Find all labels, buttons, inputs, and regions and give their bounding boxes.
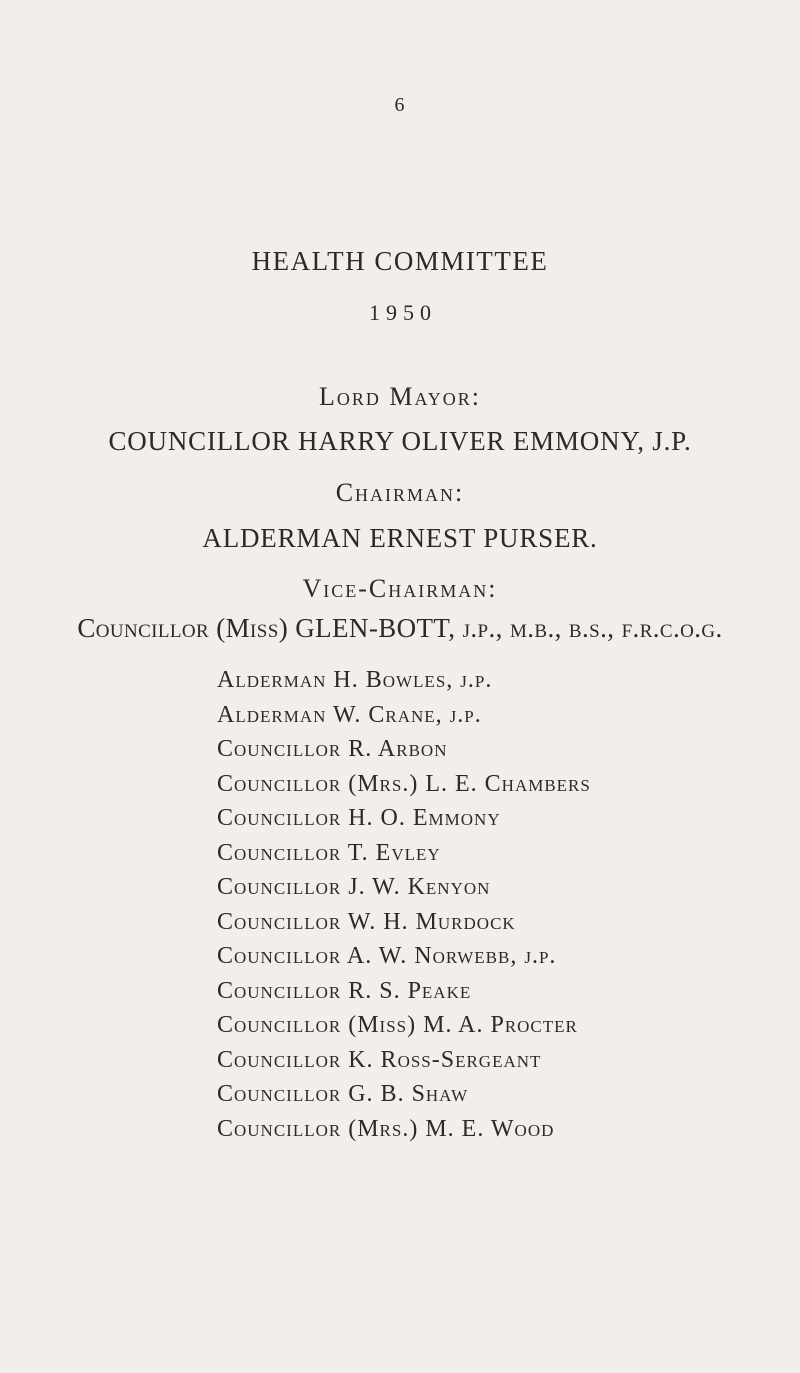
- member-item: Councillor J. W. Kenyon: [217, 874, 491, 900]
- member-item: Alderman W. Crane, j.p.: [217, 701, 482, 728]
- lord-mayor-label: Lord Mayor:: [318, 382, 482, 411]
- member-item: Councillor W. H. Murdock: [217, 908, 516, 935]
- member-item: Councillor A. W. Norwebb, j.p.: [217, 943, 557, 969]
- lord-mayor-name: COUNCILLOR HARRY OLIVER EMMONY, J.P.: [108, 426, 692, 456]
- member-item: Councillor (Mrs.) M. E. Wood: [217, 1115, 555, 1142]
- member-item: Alderman H. Bowles, j.p.: [217, 667, 493, 693]
- committee-year: 1950: [369, 300, 437, 325]
- page-number: 6: [394, 94, 406, 116]
- member-item: Councillor T. Evley: [217, 839, 441, 866]
- vice-chairman-name: Councillor (Miss) GLEN-BOTT, j.p., m.b., b.s., f.r.c.o.g.: [77, 613, 723, 643]
- vice-chairman-label: Vice-Chairman:: [302, 574, 498, 603]
- member-item: Councillor (Mrs.) L. E. Chambers: [217, 770, 591, 797]
- member-item: Councillor G. B. Shaw: [217, 1081, 469, 1107]
- member-list: [217, 667, 591, 1150]
- member-item: Councillor K. Ross-Sergeant: [217, 1046, 542, 1073]
- member-item: Councillor R. Arbon: [217, 736, 448, 762]
- page-title: HEALTH COMMITTEE: [251, 246, 549, 276]
- member-item: Councillor (Miss) M. A. Procter: [217, 1012, 578, 1038]
- chairman-label: Chairman:: [335, 478, 465, 507]
- chairman-name: ALDERMAN ERNEST PURSER.: [202, 523, 598, 553]
- member-item: Councillor H. O. Emmony: [217, 805, 501, 831]
- member-item: Councillor R. S. Peake: [217, 977, 472, 1004]
